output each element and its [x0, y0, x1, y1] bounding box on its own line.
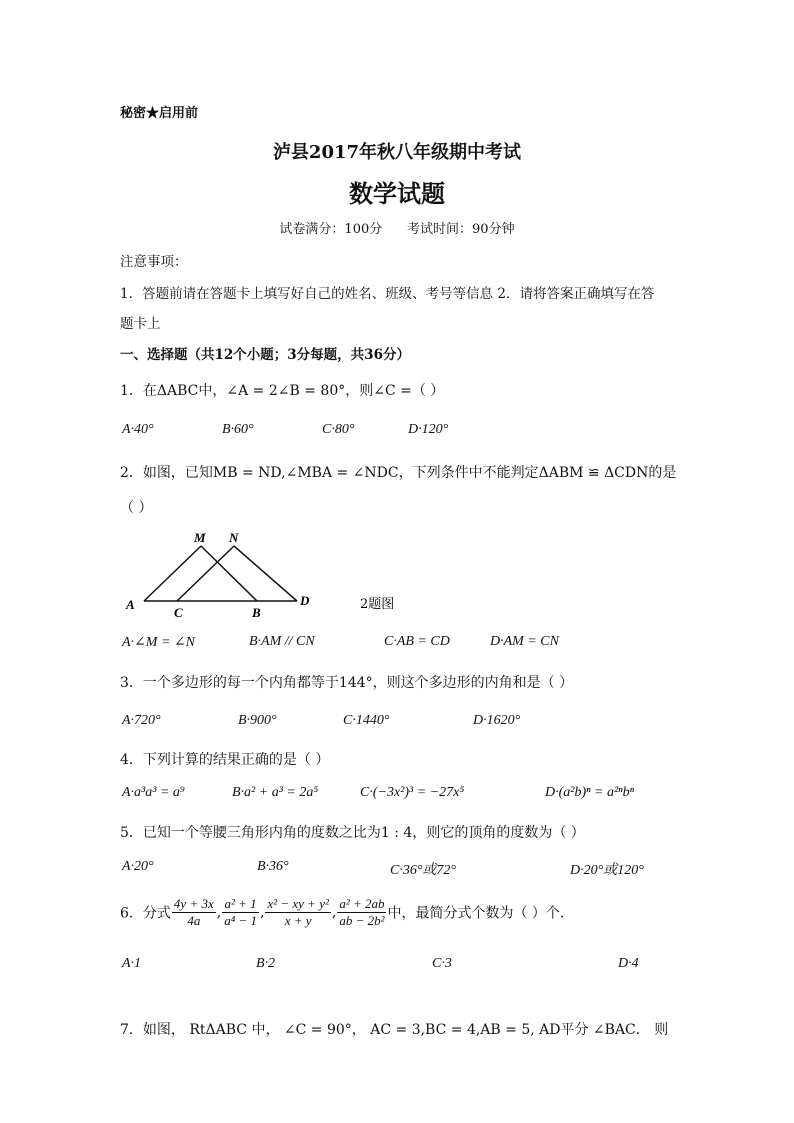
q5-option-c: C·36°或72°	[390, 863, 457, 878]
q6-fraction-1	[172, 896, 216, 929]
q3-option-b: B·900°	[238, 713, 277, 728]
q1-option-a: A·40°	[122, 422, 154, 437]
label-c: C	[174, 605, 183, 620]
question-3-stem: 3．一个多边形的每一个内角都等于144°，则这个多边形的内角和是（ ）	[120, 675, 574, 691]
q5-option-a: A·20°	[122, 859, 154, 874]
q1-option-d: D·120°	[408, 422, 449, 437]
label-b: B	[252, 605, 261, 620]
q2-option-d: D·AM = CN	[490, 634, 559, 649]
question-5-stem: 5．已知一个等腰三角形内角的度数之比为1 : 4，则它的顶角的度数为（ ）	[120, 825, 585, 841]
q6-prefix: 6．分式	[120, 905, 171, 922]
q4-option-b: B·a² + a³ = 2a⁵	[232, 785, 319, 800]
q5-option-d: D·20°或120°	[570, 863, 644, 878]
notice-line-2: 题卡上	[120, 316, 161, 332]
question-2-stem: 2．如图，已知MB = ND,∠MBA = ∠NDC，下列条件中不能判定ΔABM ≌ ΔCDN的是	[120, 465, 677, 481]
q6-frac1-num: 4y + 3x	[173, 896, 214, 911]
confidential-label: 秘密★启用前	[120, 106, 199, 121]
exam-title: 泸县2017年秋八年级期中考试	[272, 142, 522, 163]
question-6-stem: 6．分式 $\frac{4y + 3x}{4a}$ , $\frac{\text{a² + 1}}{\text{a⁴ − 1}}$ , $\frac{\text{x² − xy + y²}}{x + y}$ , $\frac{\text{a² + 2ab}}{\text{ab − 2b²}}$ 中，最简分式个数为（ ）个.	[120, 896, 565, 928]
q6-frac3-num: x² − xy + y²	[267, 896, 329, 911]
segment-am	[144, 546, 201, 601]
segment-nd	[234, 546, 297, 601]
q6-frac1-den: 4a	[187, 913, 201, 928]
q6-frac2-den: a⁴ − 1	[224, 913, 257, 928]
q5-option-b: B·36°	[257, 859, 289, 874]
q2-option-c: C·AB = CD	[384, 634, 450, 649]
question-1-stem: 1．在ΔABC中，∠A = 2∠B = 80°，则∠C =（ ）	[120, 383, 445, 399]
q6-option-b: B·2	[256, 956, 276, 971]
q6-frac4-den: ab − 2b²	[339, 913, 385, 928]
q1-option-c: C·80°	[322, 422, 355, 437]
label-a: A	[126, 597, 135, 612]
label-n: N	[229, 530, 239, 545]
label-m: M	[194, 530, 206, 545]
q6-suffix: 中，最简分式个数为（ ）个.	[387, 905, 565, 922]
q6-option-d: D·4	[618, 956, 639, 971]
notice-line-1: 1．答题前请在答题卡上填写好自己的姓名、班级、考号等信息 2．请将答案正确填写在答	[120, 286, 655, 302]
q6-frac2-num: a² + 1	[222, 896, 259, 913]
question-4-stem: 4．下列计算的结果正确的是（ ）	[120, 752, 330, 768]
segment-mb	[201, 546, 257, 601]
q2-option-a: A·∠M = ∠N	[122, 635, 195, 650]
q6-fraction-4	[337, 896, 386, 929]
q6-frac4-num: a² + 2ab	[339, 896, 385, 911]
q4-option-a: A·a³a³ = a⁹	[122, 785, 185, 800]
exam-meta: 试卷满分：100分 考试时间：90分钟	[279, 222, 515, 237]
q2-option-b: B·AM // CN	[249, 634, 315, 649]
q6-frac3-den: x + y	[284, 913, 312, 928]
question-7-stem: 7．如图， RtΔABC 中， ∠C = 90°， AC = 3,BC = 4,AB = 5, AD平分 ∠BAC． 则	[120, 1022, 669, 1038]
q6-fraction-2	[222, 896, 259, 929]
section-title: 一、选择题（共12个小题；3分每题，共36分）	[120, 347, 410, 363]
q1-option-b: B·60°	[222, 422, 254, 437]
q6-option-c: C·3	[432, 956, 452, 971]
q4-option-c: C·(−3x²)³ = −27x⁵	[360, 785, 465, 800]
notice-heading: 注意事项：	[120, 254, 188, 270]
q4-option-d: D·(a²b)ⁿ = a²ⁿbⁿ	[545, 785, 635, 800]
segment-cn	[177, 546, 234, 601]
q3-option-c: C·1440°	[343, 713, 390, 728]
subject-title: 数学试题	[349, 179, 445, 208]
figure-caption: 2题图	[360, 597, 395, 612]
q6-option-a: A·1	[122, 956, 142, 971]
q3-option-a: A·720°	[122, 713, 161, 728]
label-d: D	[300, 593, 310, 608]
question-2-paren: （ ）	[120, 500, 153, 516]
triangle-figure	[120, 525, 420, 625]
q6-fraction-3	[265, 896, 330, 929]
q3-option-d: D·1620°	[473, 713, 521, 728]
